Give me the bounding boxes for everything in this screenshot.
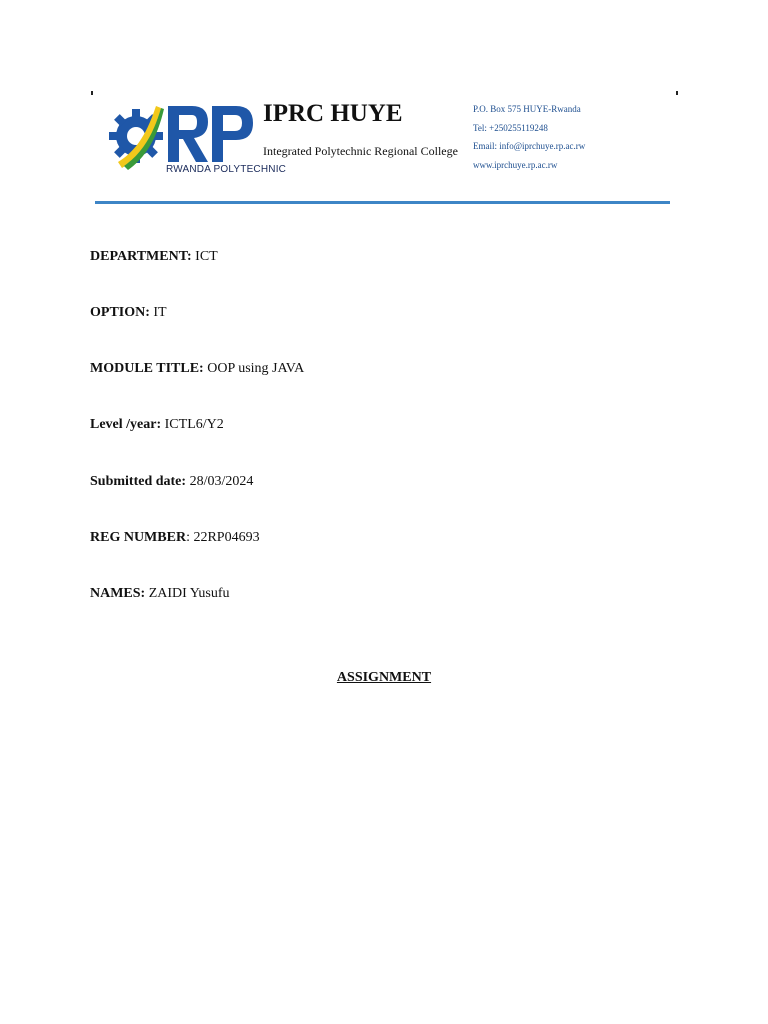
- field-value: ICT: [191, 249, 218, 264]
- field-value: IT: [149, 305, 167, 320]
- contact-address: P.O. Box 575 HUYE-Rwanda: [473, 104, 581, 114]
- contact-email: Email: info@iprchuye.rp.ac.rw: [473, 141, 586, 151]
- contact-phone: Tel: +250255119248: [473, 122, 548, 133]
- rwanda-polytechnic-logo: [108, 100, 287, 176]
- field-value: OOP using JAVA: [203, 361, 305, 376]
- field-value: ZAIDI Yusufu: [145, 586, 230, 601]
- corner-mark-right: [676, 91, 678, 95]
- corner-mark-left: [91, 91, 93, 95]
- field-department: [90, 249, 218, 265]
- field-reg-number: [90, 530, 260, 546]
- field-label: Level /year:: [90, 417, 162, 432]
- field-value: : 22RP04693: [186, 530, 260, 545]
- field-label: REG NUMBER: [90, 530, 187, 545]
- field-level-year: [90, 417, 224, 433]
- field-label: NAMES:: [90, 586, 146, 601]
- institution-name: IPRC HUYE: [263, 100, 403, 127]
- contact-website: www.iprchuye.rp.ac.rw: [473, 159, 558, 170]
- field-label: Submitted date:: [90, 474, 187, 489]
- logo-caption: RWANDA POLYTECHNIC: [166, 164, 287, 175]
- field-label: MODULE TITLE:: [90, 361, 204, 376]
- letterhead: [108, 96, 628, 180]
- field-names: [90, 586, 229, 602]
- field-label: DEPARTMENT:: [90, 249, 192, 264]
- header-divider: [95, 201, 670, 204]
- institution-full-name: Integrated Polytechnic Regional College: [263, 144, 458, 158]
- field-value: 28/03/2024: [186, 474, 254, 489]
- field-option: [90, 305, 167, 321]
- contact-block: [473, 100, 585, 174]
- assignment-heading: ASSIGNMENT: [336, 670, 432, 685]
- field-label: OPTION:: [90, 305, 150, 320]
- field-submitted-date: [90, 474, 253, 490]
- field-module-title: [90, 361, 304, 377]
- field-value: ICTL6/Y2: [161, 417, 224, 432]
